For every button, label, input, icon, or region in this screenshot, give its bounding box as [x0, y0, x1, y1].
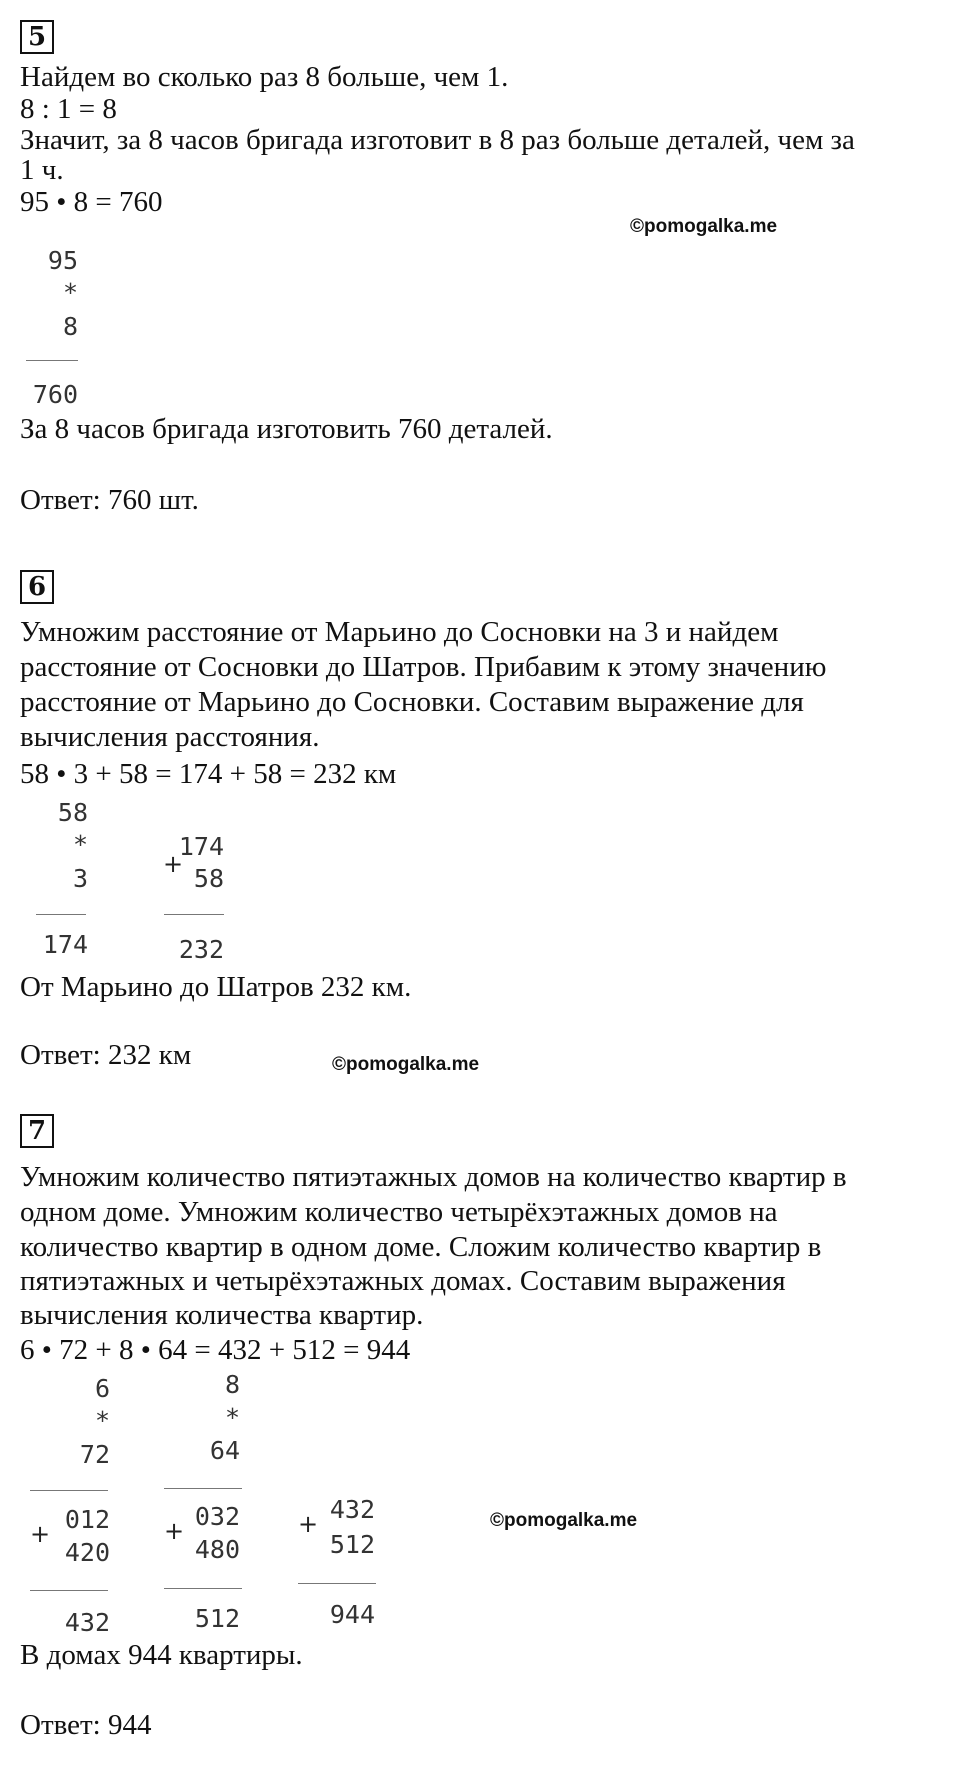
operand-a: 6: [94, 1374, 110, 1403]
task-6-text-line: расстояние от Марьино до Сосновки. Составим выражение для: [20, 686, 804, 718]
task-6-equation: 58 • 3 + 58 = 174 + 58 = 232 км: [20, 758, 397, 790]
task-7-conclusion: В домах 944 квартиры.: [20, 1639, 303, 1671]
plus-sign: +: [298, 1510, 319, 1538]
task-6-text-line: Умножим расстояние от Марьино до Сосновки на 3 и найдем: [20, 616, 779, 648]
operand-a: 58: [57, 798, 88, 827]
task-6-text-line: вычисления расстояния.: [20, 721, 320, 753]
task-7-number-box: 7: [20, 1114, 54, 1148]
multiply-sign: *: [72, 830, 88, 859]
result: 174: [42, 930, 88, 959]
multiply-sign: *: [224, 1403, 240, 1432]
plus-sign: +: [163, 850, 184, 878]
task-6-conclusion: От Марьино до Шатров 232 км.: [20, 971, 412, 1003]
addend-a: 174: [178, 832, 224, 861]
task-5-text-line: 8 : 1 = 8: [20, 93, 117, 125]
result: 760: [32, 380, 78, 409]
task-5-equation: 95 • 8 = 760: [20, 186, 163, 218]
operand-a: 8: [224, 1370, 240, 1399]
plus-sign: +: [164, 1517, 185, 1545]
task-7-answer: Ответ: 944: [20, 1709, 152, 1741]
watermark: ©pomogalka.me: [490, 1510, 638, 1531]
partial-1: 012: [64, 1505, 110, 1534]
task-7-text-line: пятиэтажных и четырёхэтажных домах. Составим выражения: [20, 1265, 786, 1297]
sum: 944: [329, 1600, 375, 1629]
operand-b: 72: [79, 1440, 110, 1469]
partial-1: 032: [194, 1502, 240, 1531]
task-5-conclusion: За 8 часов бригада изготовить 760 деталей.: [20, 413, 553, 445]
operand-b: 8: [62, 312, 78, 341]
partials-line: [164, 1488, 242, 1489]
multiply-sign: *: [62, 278, 78, 307]
operand-b: 64: [209, 1436, 240, 1465]
watermark: ©pomogalka.me: [630, 216, 778, 237]
sum: 232: [178, 935, 224, 964]
addend-a: 432: [329, 1495, 375, 1524]
task-6-text-line: расстояние от Сосновки до Шатров. Прибавим к этому значению: [20, 651, 827, 683]
addend-b: 58: [193, 864, 224, 893]
result-line: [36, 914, 86, 915]
result-line: [26, 360, 78, 361]
result: 432: [64, 1608, 110, 1637]
task-5-text-line: Значит, за 8 часов бригада изготовит в 8 раз больше деталей, чем за: [20, 124, 855, 156]
multiply-sign: *: [94, 1406, 110, 1435]
result: 512: [194, 1604, 240, 1633]
task-5-text-line: Найдем во сколько раз 8 больше, чем 1.: [20, 61, 509, 93]
task-7-text-line: одном доме. Умножим количество четырёхэтажных домов на: [20, 1196, 778, 1228]
task-6-number-box: 6: [20, 570, 54, 604]
task-7-text-line: количество квартир в одном доме. Сложим количество квартир в: [20, 1231, 822, 1263]
partials-line: [30, 1490, 108, 1491]
task-7-text-line: вычисления количества квартир.: [20, 1299, 424, 1331]
result-line: [164, 1588, 242, 1589]
task-5-number-box: 5: [20, 20, 54, 54]
addend-b: 512: [329, 1530, 375, 1559]
task-6-answer: Ответ: 232 км: [20, 1039, 192, 1071]
watermark: ©pomogalka.me: [332, 1054, 480, 1075]
result-line: [164, 914, 224, 915]
result-line: [30, 1590, 108, 1591]
result-line: [298, 1583, 376, 1584]
task-7-text-line: Умножим количество пятиэтажных домов на количество квартир в: [20, 1161, 847, 1193]
operand-b: 3: [72, 864, 88, 893]
task-5-text-line: 1 ч.: [20, 154, 64, 186]
plus-sign: +: [30, 1520, 51, 1548]
partial-2: 420: [64, 1538, 110, 1567]
operand-a: 95: [47, 246, 78, 275]
task-5-answer: Ответ: 760 шт.: [20, 484, 199, 516]
task-7-equation: 6 • 72 + 8 • 64 = 432 + 512 = 944: [20, 1334, 411, 1366]
partial-2: 480: [194, 1535, 240, 1564]
